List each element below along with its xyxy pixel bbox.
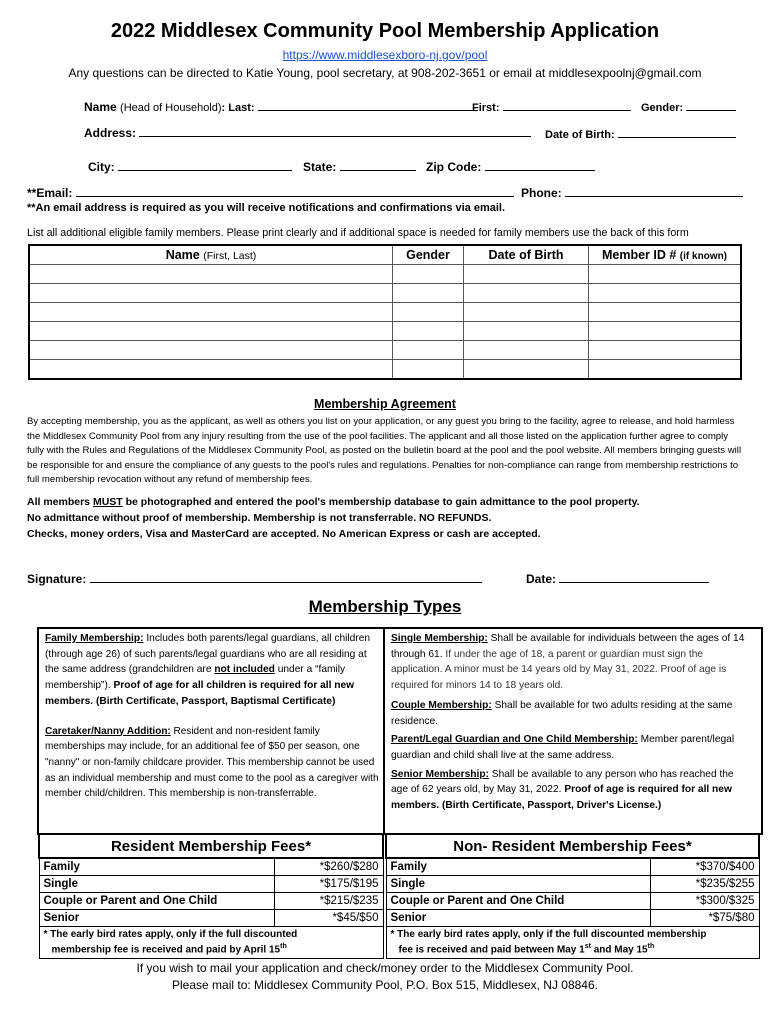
member-row[interactable] <box>29 360 741 380</box>
dob-label: Date of Birth: <box>545 129 615 141</box>
agreement-rules <box>27 494 747 542</box>
fee-row <box>386 893 759 910</box>
resident-early-bird-note: * The early bird rates apply, only if the full discounted membership fee is received and paid by April 15th <box>39 927 383 959</box>
fee-price: *$260/$280 <box>274 858 383 876</box>
member-row[interactable] <box>29 265 741 284</box>
member-dob-cell[interactable] <box>464 360 589 380</box>
zip-field[interactable] <box>485 159 595 171</box>
signature-field[interactable] <box>90 571 482 583</box>
signature-label: Signature: <box>27 572 87 586</box>
col-gender-header: Gender <box>393 245 464 265</box>
address-label: Address: <box>84 126 137 140</box>
last-name-field[interactable] <box>258 99 478 111</box>
address-row <box>84 125 531 140</box>
member-row[interactable] <box>29 322 741 341</box>
fee-row <box>386 876 759 893</box>
fee-price: *$300/$325 <box>650 893 759 910</box>
parent-child-membership: Parent/Legal Guardian and One Child Membership: Member parent/legal guardian and child shall live at the same address. <box>391 734 735 761</box>
first-name-row <box>472 99 631 114</box>
single-membership: Single Membership: Shall be available for individuals between the ages of 14 through 61. If under the age of 18, a parent or guardian must sign the application. A minor must be 14 years old by May 31, 2022. Proof of age is required for minors 14 to 18 years old. <box>391 633 745 692</box>
member-gender-cell[interactable] <box>393 322 464 341</box>
member-id-cell[interactable] <box>589 303 742 322</box>
member-gender-cell[interactable] <box>393 341 464 360</box>
gender-label: Gender: <box>641 102 684 114</box>
members-intro: List all additional eligible family members. Please print clearly and if additional space is needed for family members use the back of this form <box>27 227 689 239</box>
nonresident-fees-table <box>385 833 760 959</box>
gender-row <box>641 99 736 114</box>
phone-field[interactable] <box>565 185 743 197</box>
member-dob-cell[interactable] <box>464 284 589 303</box>
email-required-note: **An email address is required as you will receive notifications and confirmations via email. <box>27 202 506 214</box>
nonresident-early-bird-note: * The early bird rates apply, only if the full discounted membership fee is received and paid between May 1st and May 15th <box>386 927 759 959</box>
gender-field[interactable] <box>686 99 736 111</box>
email-field[interactable] <box>76 185 514 197</box>
fee-price: *$45/$50 <box>274 910 383 927</box>
member-id-cell[interactable] <box>589 360 742 380</box>
fee-price: *$235/$255 <box>650 876 759 893</box>
senior-membership: Senior Membership: Shall be available to any person who has reached the age of 62 years old, by May 31, 2022. Proof of age is required for all new members. (Birth Certificate, Passport, Driver's License.) <box>391 768 734 812</box>
fee-price: *$75/$80 <box>650 910 759 927</box>
fee-row <box>39 893 383 910</box>
fee-row <box>39 858 383 876</box>
member-name-cell[interactable] <box>29 284 393 303</box>
dob-row <box>545 126 736 141</box>
member-id-cell[interactable] <box>589 284 742 303</box>
zip-label: Zip Code: <box>426 160 482 174</box>
fee-row <box>39 876 383 893</box>
member-gender-cell[interactable] <box>393 284 464 303</box>
first-name-field[interactable] <box>503 99 631 111</box>
phone-row <box>521 185 743 200</box>
member-dob-cell[interactable] <box>464 322 589 341</box>
member-dob-cell[interactable] <box>464 341 589 360</box>
date-label: Date: <box>526 572 557 586</box>
state-row <box>303 159 416 174</box>
membership-types-heading: Membership Types <box>308 597 462 616</box>
member-dob-cell[interactable] <box>464 265 589 284</box>
family-members-table <box>28 244 742 380</box>
members-header-row <box>29 245 741 265</box>
mail-instructions: If you wish to mail your application and check/money order to the Middlesex Community Pool. <box>136 961 634 975</box>
couple-membership: Couple Membership: Shall be available for two adults residing at the same residence. <box>391 699 733 727</box>
fee-name: Couple or Parent and One Child <box>39 893 274 910</box>
rule-photo: All members MUST be photographed and entered the pool's membership database to gain admittance to the pool property. <box>27 496 640 508</box>
rule-payment: Checks, money orders, Visa and MasterCard are accepted. No American Express or cash are accepted. <box>27 528 541 540</box>
family-membership: Family Membership: Includes both parents/legal guardians, all children (through age 26) of such parents/legal guardians who are all residing at the same address (grandchildren are not included under a “family membership”). Proof of age for all children is required for all new members. (Birth Certificate, Passport, Baptismal Certificate) <box>45 633 371 707</box>
member-row[interactable] <box>29 341 741 360</box>
member-name-cell[interactable] <box>29 360 393 380</box>
member-row[interactable] <box>29 303 741 322</box>
member-id-cell[interactable] <box>589 341 742 360</box>
rule-admittance: No admittance without proof of membership. Membership is not transferrable. NO REFUNDS. <box>27 512 492 524</box>
city-field[interactable] <box>118 159 292 171</box>
col-dob-header: Date of Birth <box>464 245 589 265</box>
date-field[interactable] <box>559 571 709 583</box>
email-label: **Email: <box>27 186 73 200</box>
member-gender-cell[interactable] <box>393 303 464 322</box>
types-right-column <box>391 631 753 814</box>
col-name-header: Name (First, Last) <box>29 245 393 265</box>
fee-name: Senior <box>386 910 650 927</box>
mail-address: Please mail to: Middlesex Community Pool, P.O. Box 515, Middlesex, NJ 08846. <box>172 978 598 992</box>
name-hint: (Head of Household) <box>120 102 222 114</box>
fee-name: Family <box>39 858 274 876</box>
member-dob-cell[interactable] <box>464 303 589 322</box>
contact-info: Any questions can be directed to Katie Young, pool secretary, at 908-202-3651 or email at middlesexpoolnj@gmail.com <box>68 66 702 80</box>
fee-name: Family <box>386 858 650 876</box>
member-row[interactable] <box>29 284 741 303</box>
member-name-cell[interactable] <box>29 303 393 322</box>
fee-name: Couple or Parent and One Child <box>386 893 650 910</box>
address-field[interactable] <box>139 125 531 137</box>
member-id-cell[interactable] <box>589 322 742 341</box>
fee-row <box>386 910 759 927</box>
nonresident-fees-heading: Non- Resident Membership Fees* <box>386 834 759 858</box>
member-name-cell[interactable] <box>29 341 393 360</box>
agreement-body: By accepting membership, you as the applicant, as well as others you list on your application, or any guest you bring to the facility, agree to release, and hold harmless the Middlesex Community Pool from any injury resulting from the use of the pool facilities. The applicant and all those listed on the application further agree to comply fully with the Rules and Regulations of the Middlesex Community Pool, as posted on the bulletin board at the pool and the pool website. All members bringing guests will be responsible for and ensure the compliance of any guests to the pool's rules and regulations. Penalties for non-compliance can range from membership restrictions to full membership revocation without any refund of membership fees. <box>27 416 742 485</box>
name-label: Name <box>84 100 117 114</box>
city-label: City: <box>88 160 115 174</box>
fee-name: Single <box>39 876 274 893</box>
fee-row <box>386 858 759 876</box>
member-id-cell[interactable] <box>589 265 742 284</box>
col-member-id-header: Member ID # (if known) <box>589 245 742 265</box>
state-label: State: <box>303 160 337 174</box>
date-row <box>526 571 709 586</box>
last-name-label: : Last: <box>221 102 255 114</box>
page-title: 2022 Middlesex Community Pool Membership Application <box>110 20 660 42</box>
first-name-label: First: <box>472 102 500 114</box>
fee-name: Senior <box>39 910 274 927</box>
email-row <box>27 185 514 200</box>
caretaker-addition: Caretaker/Nanny Addition: Resident and non-resident family memberships may include, for an additional fee of $50 per season, one "nanny" or non-family childcare provider. This membership cannot be used as an individual membership and must come to the pool as a caregiver with member child/children. This membership is non-transferrable. <box>45 725 379 800</box>
types-left-column <box>45 631 379 802</box>
name-row <box>84 99 478 114</box>
resident-fees-table <box>38 833 384 959</box>
phone-label: Phone: <box>521 186 562 200</box>
types-divider <box>383 627 385 833</box>
fee-price: *$175/$195 <box>274 876 383 893</box>
agreement-heading: Membership Agreement <box>314 397 456 411</box>
signature-row <box>27 571 482 586</box>
member-gender-cell[interactable] <box>393 265 464 284</box>
city-row <box>88 159 292 174</box>
member-gender-cell[interactable] <box>393 360 464 380</box>
fee-row <box>39 910 383 927</box>
zip-row <box>426 159 595 174</box>
state-field[interactable] <box>340 159 416 171</box>
pool-website-link[interactable]: https://www.middlesexboro-nj.gov/pool <box>282 48 488 62</box>
fee-price: *$215/$235 <box>274 893 383 910</box>
resident-fees-heading: Resident Membership Fees* <box>39 834 383 858</box>
fee-name: Single <box>386 876 650 893</box>
member-name-cell[interactable] <box>29 322 393 341</box>
fee-price: *$370/$400 <box>650 858 759 876</box>
dob-field[interactable] <box>618 126 736 138</box>
member-name-cell[interactable] <box>29 265 393 284</box>
